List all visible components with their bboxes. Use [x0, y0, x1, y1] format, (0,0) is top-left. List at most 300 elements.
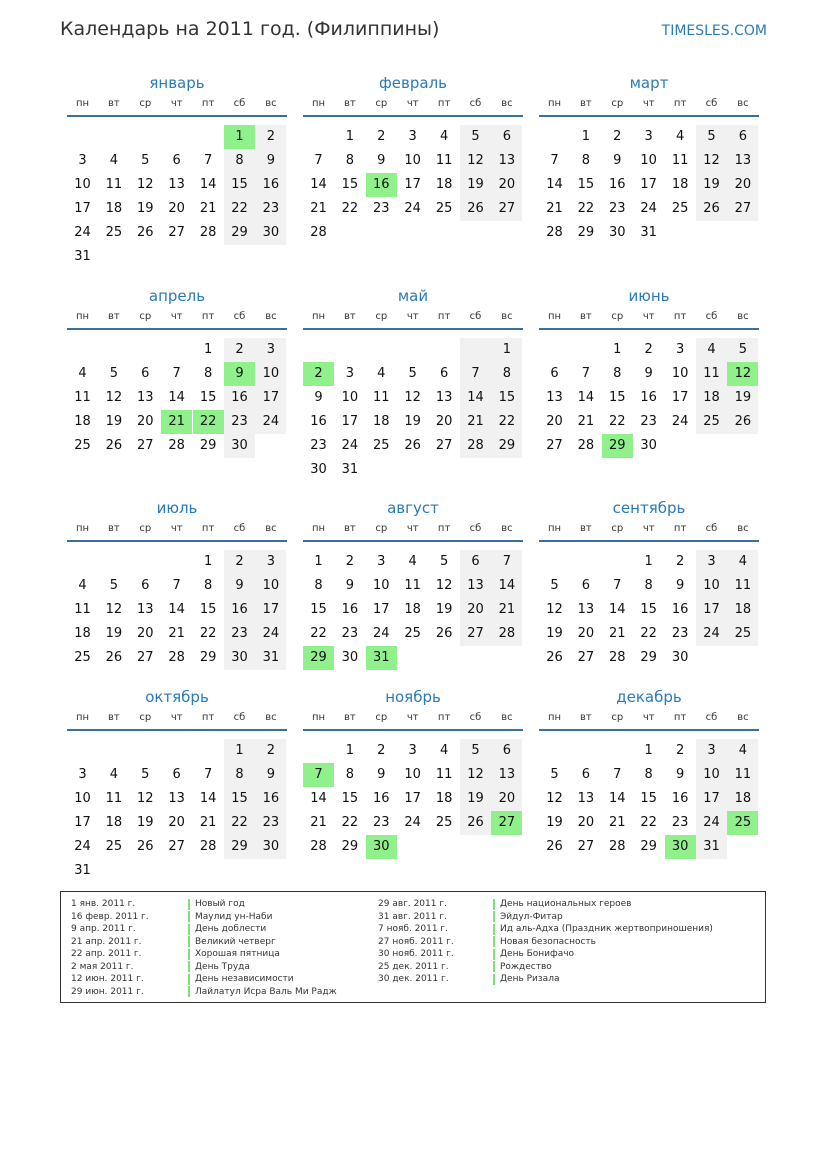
legend-holiday-name: Эйдул-Фитар: [500, 911, 563, 922]
day-cell: 28: [491, 622, 522, 646]
day-cell: 14: [609, 791, 626, 806]
month-divider: [67, 729, 287, 731]
day-cell: 23: [609, 201, 626, 216]
day-cell: 22: [491, 410, 522, 434]
day-cell: 3: [408, 743, 417, 758]
day-cell: 3: [345, 366, 355, 381]
day-cell: 6: [172, 767, 181, 782]
day-cell: 31: [696, 835, 727, 859]
day-cell: 4: [109, 767, 119, 782]
legend-marker: [188, 986, 190, 997]
day-cell: 13: [460, 574, 491, 598]
weekday-label: пт: [673, 712, 687, 723]
day-cell: 9: [675, 767, 685, 782]
day-cell: 7: [613, 767, 622, 782]
day-cell: 5: [550, 578, 559, 593]
legend-marker: [493, 961, 495, 972]
day-cell: 28: [460, 434, 491, 458]
day-cell: 7: [203, 767, 213, 782]
day-cell: 5: [460, 739, 491, 763]
day-cell: 29: [224, 835, 255, 859]
day-cell: 3: [255, 338, 286, 362]
day-cell: 9: [675, 578, 685, 593]
weekday-label: сб: [469, 311, 482, 322]
weekday-label: пн: [311, 712, 326, 723]
weekday-label: чт: [406, 712, 419, 723]
day-cell: 26: [546, 839, 563, 854]
month-name: декабрь: [616, 688, 682, 706]
day-cell: 29: [199, 650, 217, 665]
day-cell: 26: [460, 811, 491, 835]
day-cell: 8: [345, 767, 355, 782]
day-cell: 25: [696, 410, 727, 434]
day-cell: 21: [199, 201, 217, 216]
month-3: [539, 74, 759, 274]
weekday-label: чт: [406, 98, 419, 109]
weekday-label: ср: [375, 311, 388, 322]
weekday-label: пт: [201, 712, 215, 723]
day-cell: 14: [577, 390, 595, 405]
day-cell: 25: [373, 438, 390, 453]
holiday-day-cell: 29: [303, 646, 334, 670]
weekday-header: [303, 311, 523, 325]
day-cell: 25: [435, 815, 453, 830]
day-cell: 23: [224, 410, 255, 434]
weekday-label: сб: [705, 523, 718, 534]
day-cell: 19: [546, 815, 563, 830]
day-cell: 6: [581, 767, 591, 782]
legend-date: 29 авг. 2011 г.: [378, 899, 447, 909]
day-cell: 12: [460, 149, 491, 173]
day-cell: 25: [671, 201, 689, 216]
day-cell: 23: [341, 626, 359, 641]
day-cell: 25: [105, 225, 123, 240]
weekend-empty-cell: [460, 338, 491, 362]
legend-holiday-name: Маулид ун-Наби: [195, 911, 273, 922]
day-cell: 13: [137, 390, 154, 405]
day-cell: 29: [640, 839, 657, 854]
day-cell: 14: [609, 602, 626, 617]
day-cell: 17: [404, 791, 421, 806]
weekday-label: вт: [344, 712, 356, 723]
weekday-label: вт: [344, 523, 356, 534]
day-cell: 3: [78, 767, 87, 782]
day-cell: 14: [199, 791, 217, 806]
day-cell: 11: [727, 763, 758, 787]
weekday-label: чт: [406, 311, 419, 322]
day-cell: 11: [671, 153, 689, 168]
day-cell: 13: [168, 791, 185, 806]
day-cell: 27: [577, 650, 595, 665]
day-cell: 6: [727, 125, 758, 149]
day-cell: 10: [255, 574, 286, 598]
day-cell: 7: [460, 362, 491, 386]
legend-marker: [188, 924, 190, 935]
day-cell: 14: [460, 386, 491, 410]
day-cell: 16: [609, 177, 626, 192]
day-cell: 5: [109, 366, 119, 381]
day-cell: 12: [105, 602, 123, 617]
day-cell: 19: [105, 626, 123, 641]
day-cell: 24: [696, 622, 727, 646]
day-cell: 8: [224, 149, 255, 173]
day-cell: 11: [373, 390, 390, 405]
day-cell: 9: [255, 149, 286, 173]
day-cell: 27: [137, 650, 154, 665]
day-cell: 15: [199, 602, 217, 617]
month-name: июнь: [628, 287, 670, 305]
day-cell: 11: [105, 791, 123, 806]
day-cell: 17: [404, 177, 421, 192]
day-cell: 12: [105, 390, 123, 405]
day-cell: 18: [74, 414, 91, 429]
day-cell: 10: [74, 177, 91, 192]
weekday-label: сб: [705, 311, 718, 322]
day-cell: 9: [377, 767, 386, 782]
month-name: август: [387, 499, 439, 517]
day-cell: 21: [199, 815, 217, 830]
legend-date: 31 авг. 2011 г.: [378, 911, 447, 922]
legend-marker: [493, 974, 495, 985]
legend-marker: [188, 899, 190, 910]
month-5: [303, 287, 523, 487]
day-cell: 7: [613, 578, 622, 593]
month-name: февраль: [378, 74, 448, 92]
weekday-label: вт: [108, 712, 120, 723]
weekday-label: пн: [311, 98, 326, 109]
day-cell: 24: [404, 201, 421, 216]
legend-holiday-name: Ид аль-Адха (Праздник жертвоприношения): [500, 924, 713, 934]
day-cell: 25: [404, 626, 421, 641]
day-cell: 19: [105, 414, 123, 429]
day-cell: 16: [373, 791, 390, 806]
day-cell: 28: [577, 438, 595, 453]
day-cell: 6: [491, 125, 522, 149]
day-cell: 22: [224, 811, 255, 835]
day-cell: 26: [696, 197, 727, 221]
weekday-label: пн: [547, 523, 562, 534]
day-cell: 20: [546, 414, 563, 429]
day-cell: 5: [141, 153, 150, 168]
day-cell: 30: [640, 438, 657, 453]
day-cell: 3: [696, 550, 727, 574]
weekday-label: чт: [170, 98, 183, 109]
weekday-label: ср: [139, 311, 152, 322]
weekday-label: сб: [233, 311, 246, 322]
holiday-day-cell: 7: [303, 763, 334, 787]
legend-date: 22 апр. 2011 г.: [71, 949, 142, 959]
day-cell: 20: [168, 201, 185, 216]
day-cell: 24: [74, 839, 91, 854]
day-cell: 14: [491, 574, 522, 598]
legend-date: 30 дек. 2011 г.: [378, 974, 449, 984]
month-7: [67, 499, 287, 699]
day-cell: 13: [491, 149, 522, 173]
day-cell: 28: [168, 438, 185, 453]
day-cell: 15: [310, 602, 327, 617]
day-cell: 20: [435, 414, 453, 429]
day-cell: 2: [644, 342, 653, 357]
day-cell: 17: [696, 787, 727, 811]
day-cell: 20: [460, 598, 491, 622]
weekday-label: вт: [580, 523, 592, 534]
legend-date: 12 июн. 2011 г.: [71, 974, 144, 984]
day-cell: 8: [203, 578, 213, 593]
weekday-label: пт: [437, 311, 451, 322]
day-cell: 19: [727, 386, 758, 410]
day-cell: 10: [696, 574, 727, 598]
day-cell: 12: [404, 390, 421, 405]
day-cell: 6: [141, 366, 150, 381]
day-cell: 4: [727, 739, 758, 763]
day-cell: 20: [577, 626, 595, 641]
day-cell: 26: [137, 839, 154, 854]
weekday-label: пт: [201, 311, 215, 322]
day-cell: 24: [404, 815, 421, 830]
day-cell: 7: [203, 153, 213, 168]
day-cell: 11: [435, 767, 453, 782]
day-cell: 10: [404, 153, 421, 168]
day-cell: 22: [341, 201, 359, 216]
day-cell: 6: [550, 366, 559, 381]
day-cell: 3: [78, 153, 87, 168]
day-cell: 1: [345, 129, 355, 144]
holiday-day-cell: 9: [224, 362, 255, 386]
day-cell: 4: [78, 366, 87, 381]
month-divider: [539, 540, 759, 542]
day-cell: 28: [310, 839, 327, 854]
day-cell: 25: [74, 650, 91, 665]
month-divider: [67, 115, 287, 117]
month-12: [539, 688, 759, 888]
month-4: [67, 287, 287, 487]
day-cell: 28: [609, 839, 626, 854]
day-cell: 13: [137, 602, 154, 617]
day-cell: 28: [199, 839, 217, 854]
day-cell: 15: [609, 390, 626, 405]
day-cell: 9: [314, 390, 323, 405]
day-cell: 24: [255, 410, 286, 434]
day-cell: 10: [255, 362, 286, 386]
legend-date: 1 янв. 2011 г.: [71, 899, 136, 909]
month-divider: [303, 328, 523, 330]
day-cell: 29: [640, 650, 657, 665]
site-link[interactable]: TIMESLES.COM: [661, 23, 767, 39]
day-cell: 22: [224, 197, 255, 221]
day-cell: 12: [546, 791, 563, 806]
day-cell: 25: [727, 622, 758, 646]
day-cell: 1: [345, 743, 355, 758]
legend-marker: [188, 936, 190, 947]
day-cell: 21: [609, 815, 626, 830]
day-cell: 15: [491, 386, 522, 410]
weekday-label: сб: [233, 712, 246, 723]
day-cell: 9: [345, 578, 355, 593]
day-cell: 24: [341, 438, 359, 453]
weekday-label: сб: [705, 712, 718, 723]
day-cell: 5: [439, 554, 449, 569]
day-cell: 12: [460, 763, 491, 787]
day-cell: 17: [74, 815, 91, 830]
day-cell: 6: [439, 366, 449, 381]
day-cell: 16: [341, 602, 359, 617]
day-cell: 20: [168, 815, 185, 830]
day-cell: 16: [640, 390, 657, 405]
day-cell: 1: [224, 739, 255, 763]
weekday-label: чт: [406, 523, 419, 534]
day-cell: 15: [199, 390, 217, 405]
day-cell: 7: [581, 366, 591, 381]
weekday-label: ср: [139, 712, 152, 723]
day-cell: 4: [408, 554, 417, 569]
day-cell: 16: [224, 598, 255, 622]
weekday-label: ср: [375, 712, 388, 723]
legend-holiday-name: День доблести: [195, 924, 267, 934]
day-cell: 28: [168, 650, 185, 665]
weekday-label: пт: [201, 98, 215, 109]
holiday-day-cell: 25: [727, 811, 758, 835]
day-cell: 24: [255, 622, 286, 646]
day-cell: 27: [137, 438, 154, 453]
day-cell: 3: [255, 550, 286, 574]
day-cell: 24: [74, 225, 91, 240]
weekday-label: сб: [233, 98, 246, 109]
day-cell: 27: [546, 438, 563, 453]
day-cell: 6: [491, 739, 522, 763]
day-cell: 30: [255, 221, 286, 245]
day-cell: 27: [460, 622, 491, 646]
day-cell: 13: [168, 177, 185, 192]
day-cell: 27: [435, 438, 453, 453]
legend-marker: [493, 911, 495, 922]
day-cell: 30: [341, 650, 359, 665]
day-cell: 26: [460, 197, 491, 221]
month-name: март: [629, 74, 669, 92]
day-cell: 2: [613, 129, 622, 144]
day-cell: 4: [675, 129, 685, 144]
month-divider: [303, 729, 523, 731]
legend-date: 29 июн. 2011 г.: [71, 986, 144, 997]
day-cell: 21: [460, 410, 491, 434]
day-cell: 2: [224, 550, 255, 574]
holiday-day-cell: 12: [727, 362, 758, 386]
legend-holiday-name: Хорошая пятница: [195, 949, 280, 959]
day-cell: 2: [377, 129, 386, 144]
legend-date: 21 апр. 2011 г.: [71, 936, 142, 947]
day-cell: 16: [255, 787, 286, 811]
day-cell: 18: [435, 177, 453, 192]
legend-marker: [188, 949, 190, 960]
day-cell: 15: [640, 602, 657, 617]
day-cell: 25: [435, 201, 453, 216]
day-cell: 19: [546, 626, 563, 641]
weekday-label: пн: [75, 712, 90, 723]
day-cell: 1: [314, 554, 323, 569]
day-cell: 8: [491, 362, 522, 386]
day-cell: 4: [439, 129, 449, 144]
day-cell: 2: [377, 743, 386, 758]
day-cell: 21: [310, 815, 327, 830]
day-cell: 6: [172, 153, 181, 168]
month-divider: [67, 540, 287, 542]
day-cell: 7: [172, 366, 181, 381]
day-cell: 28: [310, 225, 327, 240]
day-cell: 6: [581, 578, 591, 593]
day-cell: 17: [74, 201, 91, 216]
month-11: [303, 688, 523, 888]
day-cell: 19: [460, 173, 491, 197]
legend-holiday-name: Новый год: [195, 899, 245, 909]
page-title: Календарь на 2011 год. (Филиппины): [60, 18, 440, 40]
day-cell: 20: [137, 414, 154, 429]
legend-date: 7 нояб. 2011 г.: [378, 924, 449, 934]
day-cell: 15: [224, 787, 255, 811]
day-cell: 27: [168, 225, 185, 240]
day-cell: 2: [224, 338, 255, 362]
weekday-label: вт: [108, 311, 120, 322]
day-cell: 11: [105, 177, 123, 192]
day-cell: 2: [255, 739, 286, 763]
day-cell: 13: [577, 791, 595, 806]
day-cell: 22: [199, 626, 217, 641]
day-cell: 7: [314, 153, 323, 168]
weekday-label: ср: [611, 98, 624, 109]
day-cell: 22: [609, 414, 626, 429]
weekday-label: ср: [139, 98, 152, 109]
day-cell: 30: [224, 646, 255, 670]
day-cell: 24: [373, 626, 390, 641]
month-divider: [303, 115, 523, 117]
weekday-label: чт: [642, 311, 655, 322]
day-cell: 13: [435, 390, 453, 405]
day-cell: 20: [491, 787, 522, 811]
weekday-label: вт: [580, 98, 592, 109]
day-cell: 23: [373, 815, 390, 830]
day-cell: 30: [224, 434, 255, 458]
day-cell: 18: [727, 787, 758, 811]
weekday-label: чт: [642, 98, 655, 109]
month-10: [67, 688, 287, 888]
day-cell: 8: [644, 578, 653, 593]
day-cell: 18: [373, 414, 390, 429]
day-cell: 3: [696, 739, 727, 763]
day-cell: 4: [377, 366, 386, 381]
day-cell: 2: [675, 554, 685, 569]
day-cell: 19: [137, 815, 154, 830]
day-cell: 10: [671, 366, 689, 381]
day-cell: 3: [644, 129, 653, 144]
day-cell: 10: [640, 153, 657, 168]
weekday-label: вс: [265, 98, 277, 109]
legend-holiday-name: Рождество: [500, 961, 552, 972]
day-cell: 22: [640, 626, 657, 641]
weekday-header: [303, 98, 523, 112]
day-cell: 3: [408, 129, 417, 144]
weekday-label: пт: [437, 712, 451, 723]
day-cell: 4: [696, 338, 727, 362]
day-cell: 16: [310, 414, 327, 429]
day-cell: 8: [314, 578, 323, 593]
day-cell: 12: [137, 791, 154, 806]
day-cell: 13: [546, 390, 563, 405]
day-cell: 9: [255, 763, 286, 787]
day-cell: 16: [671, 602, 689, 617]
holiday-day-cell: 31: [366, 646, 397, 670]
day-cell: 22: [310, 626, 327, 641]
weekday-header: [539, 98, 759, 112]
day-cell: 3: [377, 554, 386, 569]
day-cell: 26: [404, 438, 421, 453]
